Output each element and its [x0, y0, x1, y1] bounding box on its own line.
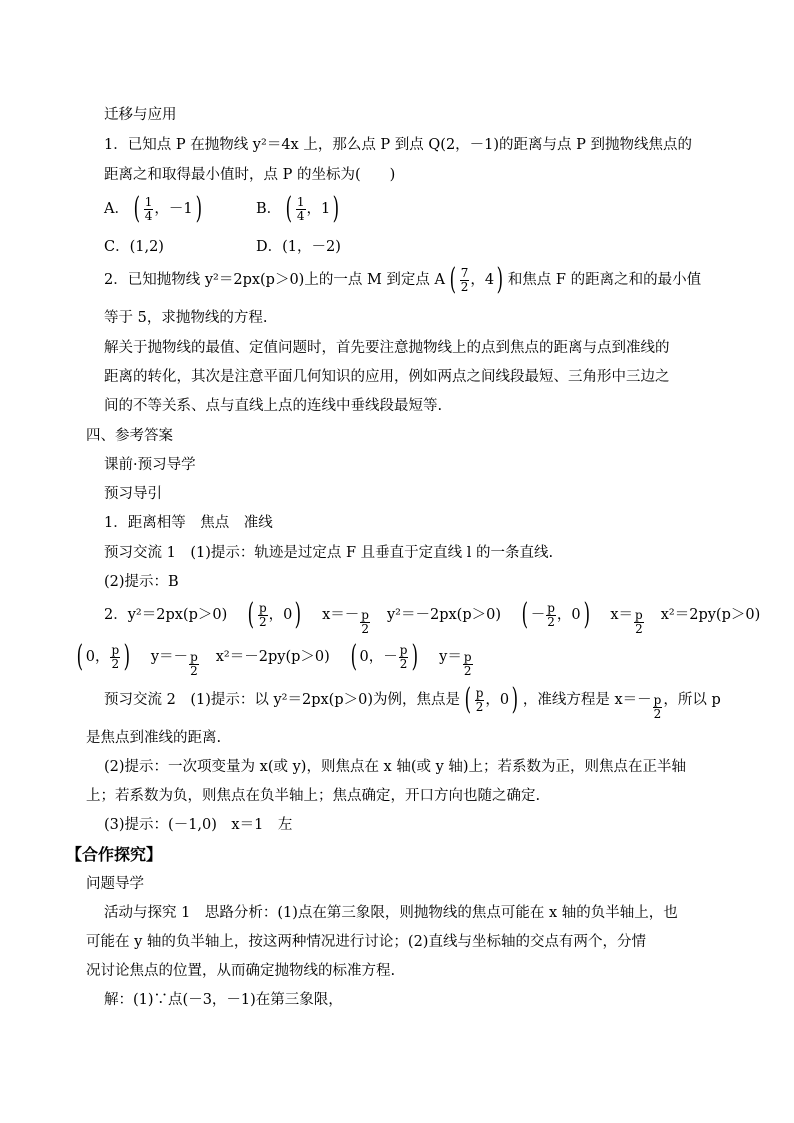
q1-line1: 1．已知点 P 在抛物线 y²＝4x 上，那么点 P 到点 Q(2，－1)的距离与点 P 到抛物线焦点的 [104, 137, 693, 153]
tip-line2: 距离的转化，其次是注意平面几何知识的应用，例如两点之间线段最短、三角形中三边之 [104, 369, 670, 385]
exchange-1-1: 预习交流 1 (1)提示：轨迹是过定点 F 且垂直于定直线 l 的一条直线. [104, 545, 554, 561]
q1-option-d: D．(1，－2) [256, 239, 341, 255]
section-transfer-title: 迁移与应用 [104, 107, 177, 123]
coop-sub: 问题导学 [86, 876, 144, 892]
q1-option-a: A． ( $\frac{1}{4}$ ，－1 ) [104, 191, 202, 226]
answers-sub1: 课前·预习导学 [104, 457, 196, 473]
exchange-2-1: 预习交流 2 (1)提示：以 y²＝2px(p＞0)为例，焦点是 ( $\frac{p}{2}$ ，0 ) ，准线方程是 x＝－ $\frac{p}{2}$ ，所以 p [104, 682, 721, 721]
q2-line2: 等于 5，求抛物线的方程. [104, 310, 268, 326]
tip-line1: 解关于抛物线的最值、定值问题时，首先要注意抛物线上的点到焦点的距离与点到准线的 [104, 340, 670, 356]
tip-line3: 间的不等关系、点与直线上点的连线中垂线段最短等. [104, 398, 443, 414]
answer-2-line2: ( 0， $\frac{p}{2}$ ) y＝－ $\frac{p}{2}$ x²＝－2py(p＞0) ( 0，－ $\frac{p}{2}$ ) y＝ $\frac{p}{2}$ [76, 639, 472, 678]
exchange-2-2-line2: 上；若系数为负，则焦点在负半轴上；焦点确定，开口方向也随之确定. [86, 788, 541, 804]
answer-1: 1．距离相等 焦点 准线 [104, 515, 273, 531]
q2-line1: 2．已知抛物线 y²＝2px(p＞0)上的一点 M 到定点 A ( $\frac{7}{2}$ ，4 ) 和焦点 F 的距离之和的最小值 [104, 262, 702, 297]
answers-sub2: 预习导引 [104, 486, 162, 502]
solution-line1: 解：(1)∵点(－3，－1)在第三象限， [104, 992, 343, 1008]
q1-line2: 距离之和取得最小值时，点 P 的坐标为( ) [104, 167, 396, 183]
answer-2-line1: 2．y²＝2px(p＞0) ( $\frac{p}{2}$ ，0 ) x＝－ $\frac{p}{2}$ y²＝－2px(p＞0) ( － $\frac{p}{2}$ ，0 ) x＝ $\frac{p}{2}$ x²＝2py(p＞0) [104, 597, 761, 636]
activity-1-line2: 可能在 y 轴的负半轴上，按这两种情况进行讨论；(2)直线与坐标轴的交点有两个，分情 [86, 934, 646, 950]
q1-option-c: C．(1,2) [104, 239, 164, 255]
coop-title: 【合作探究】 [66, 845, 163, 864]
exchange-1-2: (2)提示：B [104, 574, 179, 590]
exchange-2-3: (3)提示：(－1,0) x＝1 左 [104, 817, 293, 833]
exchange-2-2-line1: (2)提示：一次项变量为 x(或 y)，则焦点在 x 轴(或 y 轴)上；若系数为正，则焦点在正半轴 [104, 759, 687, 775]
answers-title: 四、参考答案 [86, 428, 173, 444]
q1-option-b: B． ( $\frac{1}{4}$ ，1 ) [256, 191, 340, 226]
activity-1-line1: 活动与探究 1 思路分析：(1)点在第三象限，则抛物线的焦点可能在 x 轴的负半轴上，也 [104, 905, 678, 921]
activity-1-line3: 况讨论焦点的位置，从而确定抛物线的标准方程. [86, 963, 396, 979]
exchange-2-1-line2: 是焦点到准线的距离. [86, 730, 222, 746]
